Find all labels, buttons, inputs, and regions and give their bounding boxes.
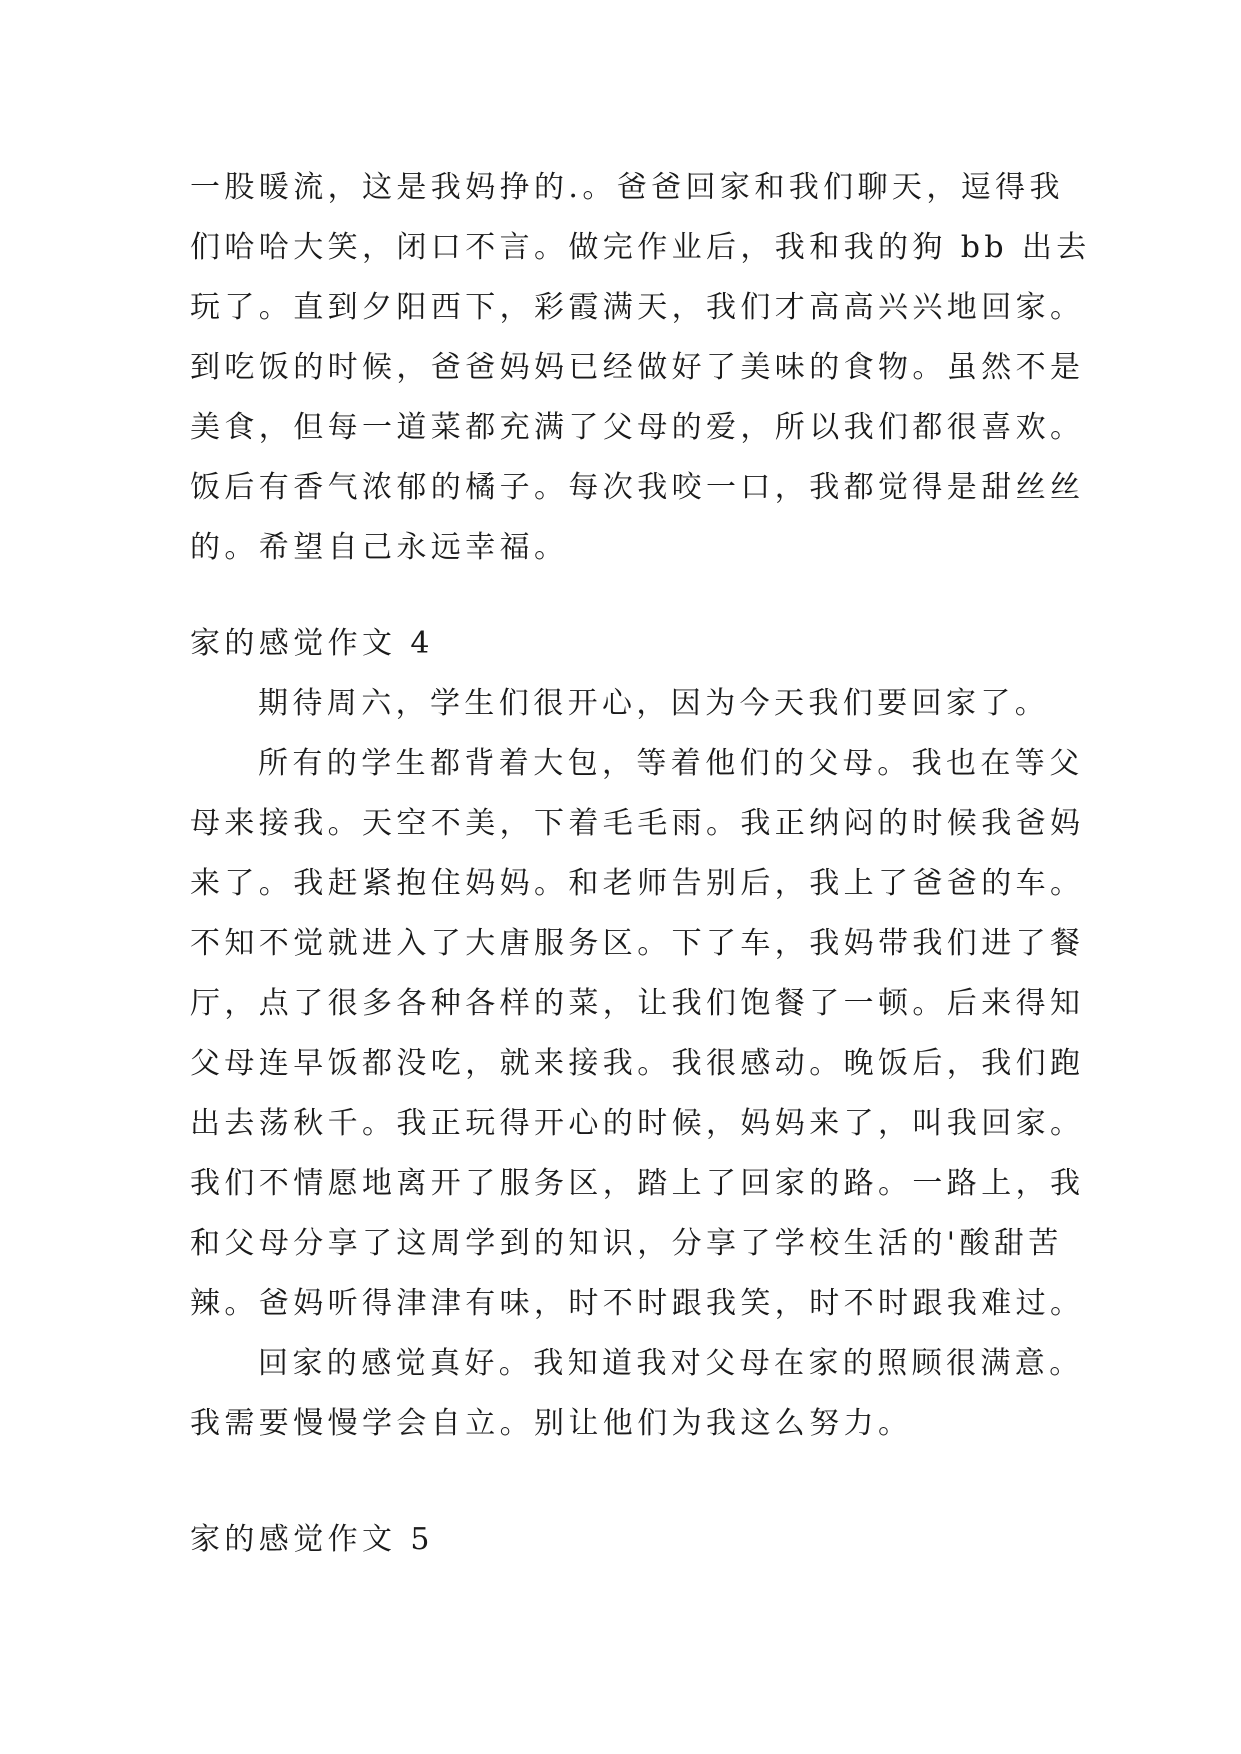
text-line: 一股暖流，这是我妈挣的.。爸爸回家和我们聊天，逗得我 <box>190 170 1064 205</box>
text-line: 们哈哈大笑，闭口不言。做完作业后，我和我的狗 bb 出去 <box>190 230 1091 265</box>
text-line: 不知不觉就进入了大唐服务区。下了车，我妈带我们进了餐 <box>190 926 1085 961</box>
text-line: 父母连早饭都没吃，就来接我。我很感动。晚饭后，我们跑 <box>190 1046 1085 1081</box>
section-title-5: 家的感觉作文 5 <box>190 1522 434 1557</box>
text-line: 辣。爸妈听得津津有味，时不时跟我笑，时不时跟我难过。 <box>190 1286 1085 1321</box>
text-line: 我需要慢慢学会自立。别让他们为我这么努力。 <box>190 1406 913 1441</box>
section-4-body <box>190 674 1085 1454</box>
text-line: 厅，点了很多各种各样的菜，让我们饱餐了一顿。后来得知 <box>190 986 1085 1021</box>
paragraph-continuation <box>190 158 1091 578</box>
text-line: 母来接我。天空不美，下着毛毛雨。我正纳闷的时候我爸妈 <box>190 806 1085 841</box>
paragraph-first-line: 回家的感觉真好。我知道我对父母在家的照顾很满意。 <box>258 1346 1084 1381</box>
section-title-4: 家的感觉作文 4 <box>190 626 434 661</box>
text-line: 的。希望自己永远幸福。 <box>190 530 569 565</box>
text-line: 和父母分享了这周学到的知识，分享了学校生活的'酸甜苦 <box>190 1226 1063 1261</box>
text-line: 出去荡秋千。我正玩得开心的时候，妈妈来了，叫我回家。 <box>190 1106 1085 1141</box>
text-line: 美食，但每一道菜都充满了父母的爱，所以我们都很喜欢。 <box>190 410 1085 445</box>
paragraph-first-line: 期待周六，学生们很开心，因为今天我们要回家了。 <box>258 686 1050 721</box>
paragraph-first-line: 所有的学生都背着大包，等着他们的父母。我也在等父 <box>258 746 1084 781</box>
text-line: 玩了。直到夕阳西下，彩霞满天，我们才高高兴兴地回家。 <box>190 290 1085 325</box>
text-line: 到吃饭的时候，爸爸妈妈已经做好了美味的食物。虽然不是 <box>190 350 1085 385</box>
text-line: 来了。我赶紧抱住妈妈。和老师告别后，我上了爸爸的车。 <box>190 866 1085 901</box>
text-line: 饭后有香气浓郁的橘子。每次我咬一口，我都觉得是甜丝丝 <box>190 470 1085 505</box>
text-line: 我们不情愿地离开了服务区，踏上了回家的路。一路上，我 <box>190 1166 1085 1201</box>
